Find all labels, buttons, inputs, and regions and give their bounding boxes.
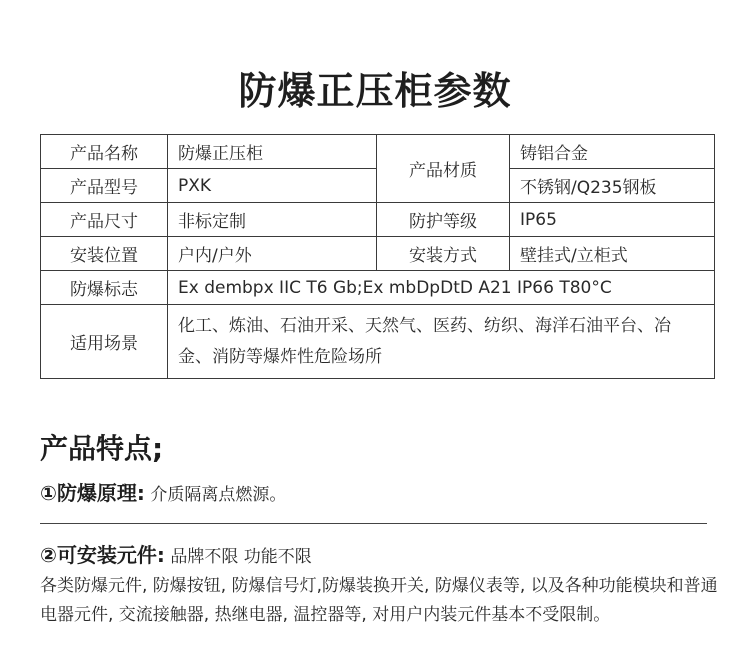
features-heading: 产品特点; [40,432,164,465]
feature-item-installable-components [40,541,720,630]
install-position-value: 户内/户外 [168,237,377,271]
feature-item-explosion-principle [40,479,720,510]
install-position-label: 安装位置 [41,237,168,271]
feature-subtitle: 品牌不限 功能不限 [164,547,312,567]
product-name-value: 防爆正压柜 [168,135,377,169]
scenario-label: 适用场景 [41,305,168,379]
protection-value: IP65 [510,203,715,237]
install-method-value: 壁挂式/立柜式 [510,237,715,271]
table-row [41,203,715,237]
feature-number: ② [40,543,57,567]
ex-mark-value: Ex dembpx IIC T6 Gb;Ex mbDpDtD A21 IP66 T80°C [168,271,715,305]
feature-title: 可安装元件: [56,543,165,567]
spec-table [40,134,715,379]
feature-heading-line [40,541,720,572]
scenario-value: 化工、炼油、石油开采、天然气、医药、纺织、海洋石油平台、冶金、消防等爆炸性危险场所 [168,305,715,379]
model-label: 产品型号 [41,169,168,203]
section-divider [40,523,707,524]
table-row [41,237,715,271]
feature-body: 各类防爆元件, 防爆按钮, 防爆信号灯,防爆装换开关, 防爆仪表等, 以及各种功能模块和普通电器元件, 交流接触器, 热继电器, 温控器等, 对用户内装元件基本不受限制。 [40,576,718,625]
ex-mark-label: 防爆标志 [41,271,168,305]
material-label: 产品材质 [377,135,510,203]
table-row [41,135,715,169]
material-value-1: 铸铝合金 [510,135,715,169]
size-label: 产品尺寸 [41,203,168,237]
install-method-label: 安装方式 [377,237,510,271]
size-value: 非标定制 [168,203,377,237]
material-value-2: 不锈钢/Q235钢板 [510,169,715,203]
table-row [41,305,715,379]
feature-text: 介质隔离点燃源。 [144,485,287,505]
model-value: PXK [168,169,377,203]
page-title: 防爆正压柜参数 [238,69,512,113]
product-name-label: 产品名称 [41,135,168,169]
protection-label: 防护等级 [377,203,510,237]
feature-number: ① [40,481,57,505]
table-row [41,271,715,305]
feature-title: 防爆原理: [56,481,145,505]
